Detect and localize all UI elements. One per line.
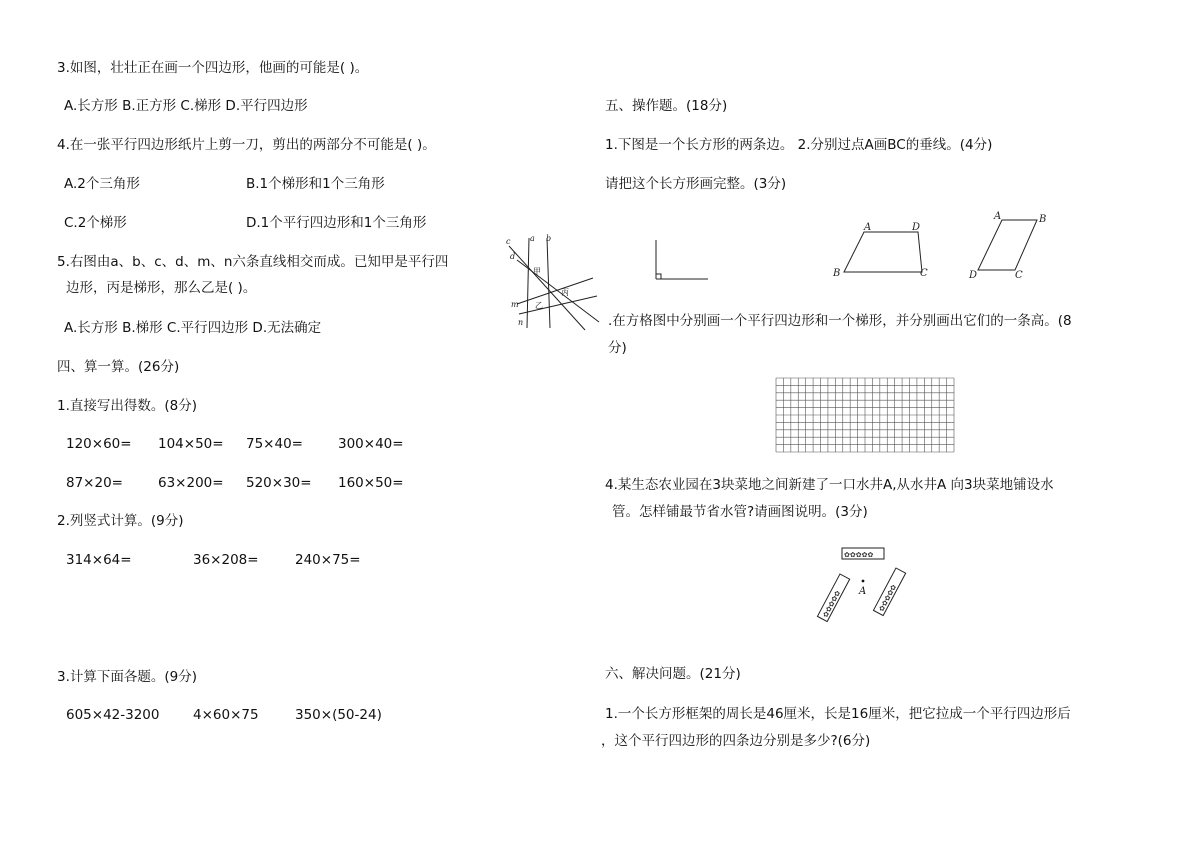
vertical-calc: 36×208= [193,552,259,568]
parallelogram-label-d: D [969,270,978,281]
label-b: b [546,234,552,243]
s4-q1-text: 1.直接写出得数。(8分) [57,398,198,414]
oral-calc: 120×60= [66,436,132,452]
section5-heading: 五、操作题。(18分) [605,98,728,114]
s5-q1-text: 1.下图是一个长方形的两条边。 2.分别过点A画BC的垂线。(4分) [605,137,993,153]
vertical-calc: 240×75= [295,552,361,568]
q5-text-line2: 边形，丙是梯形，那么乙是( )。 [66,280,257,296]
vegetable-plot-right [873,568,905,616]
q4-text: 4.在一张平行四边形纸片上剪一刀，剪出的两部分不可能是( )。 [57,137,436,153]
s6-q1-text-line1: 1.一个长方形框架的周长是46厘米，长是16厘米，把它拉成一个平行四边形后 [605,706,1071,722]
parallelogram-label-b: B [1039,214,1047,225]
label-yi: 乙 [535,301,543,310]
q4-option-c: C.2个梯形 [64,215,127,231]
oral-calc: 87×20= [66,475,123,491]
label-c: c [506,237,511,246]
oral-calc: 104×50= [158,436,224,452]
parallelogram-figure [965,210,1055,280]
label-a: a [530,234,535,243]
s5-q3-text-line2: 分) [608,340,627,356]
grid-paper[interactable] [776,378,954,452]
oral-calc: 300×40= [338,436,404,452]
label-n: n [518,318,524,327]
trapezoid-figure [830,220,930,280]
section4-heading: 四、算一算。(26分) [57,359,180,375]
s5-q3-text-line1: .在方格图中分别画一个平行四边形和一个梯形，并分别画出它们的一条高。(8 [608,313,1072,329]
oral-calc: 520×30= [246,475,312,491]
svg-text:✿✿✿✿✿: ✿✿✿✿✿ [877,583,899,613]
well-point [862,580,865,583]
vegetable-plots-figure [812,543,912,623]
mixed-calc: 350×(50-24) [295,707,382,723]
vegetable-plot-top [842,548,884,559]
svg-text:✿✿✿✿✿: ✿✿✿✿✿ [821,589,843,619]
mixed-calc: 605×42-3200 [66,707,160,723]
mixed-calc: 4×60×75 [193,707,259,723]
s4-q2-text: 2.列竖式计算。(9分) [57,513,184,529]
oral-calc: 160×50= [338,475,404,491]
q5-text-line1: 5.右图由a、b、c、d、m、n六条直线相交而成。已知甲是平行四 [57,254,449,270]
q4-option-d: D.1个平行四边形和1个三角形 [246,215,427,231]
trapezoid-label-a: A [864,222,872,233]
well-label: A [859,586,867,597]
label-jia: 甲 [533,267,541,276]
trapezoid-label-d: D [912,222,921,233]
s5-q4-text-line1: 4.某生态农业园在3块菜地之间新建了一口水井A,从水井A 向3块菜地铺设水 [605,477,1054,493]
q3-options: A.长方形 B.正方形 C.梯形 D.平行四边形 [64,98,308,114]
oral-calc: 75×40= [246,436,303,452]
parallelogram-label-c: C [1015,270,1023,281]
vegetable-plot-left [817,574,849,622]
line-intersection-figure [505,232,605,332]
vertical-calc: 314×64= [66,552,132,568]
trapezoid-label-c: C [920,268,928,279]
section6-heading: 六、解决问题。(21分) [605,666,741,682]
s4-q3-text: 3.计算下面各题。(9分) [57,669,198,685]
q3-text: 3.如图，壮壮正在画一个四边形，他画的可能是( )。 [57,60,369,76]
parallelogram-label-a: A [994,211,1002,222]
label-bing: 丙 [561,288,569,297]
s5-q1-text-line2: 请把这个长方形画完整。(3分) [605,176,787,192]
label-m: m [511,300,519,309]
oral-calc: 63×200= [158,475,224,491]
s6-q1-text-line2: ，这个平行四边形的四条边分别是多少?(6分) [601,733,871,749]
rectangle-two-sides-figure [652,238,712,283]
q4-option-b: B.1个梯形和1个三角形 [246,176,385,192]
q4-option-a: A.2个三角形 [64,176,140,192]
label-d: d [510,252,516,261]
trapezoid-label-b: B [833,268,841,279]
svg-text:✿✿✿✿✿: ✿✿✿✿✿ [844,551,874,559]
q5-options: A.长方形 B.梯形 C.平行四边形 D.无法确定 [64,320,322,336]
s5-q4-text-line2: 管。怎样铺最节省水管?请画图说明。(3分) [612,504,868,520]
